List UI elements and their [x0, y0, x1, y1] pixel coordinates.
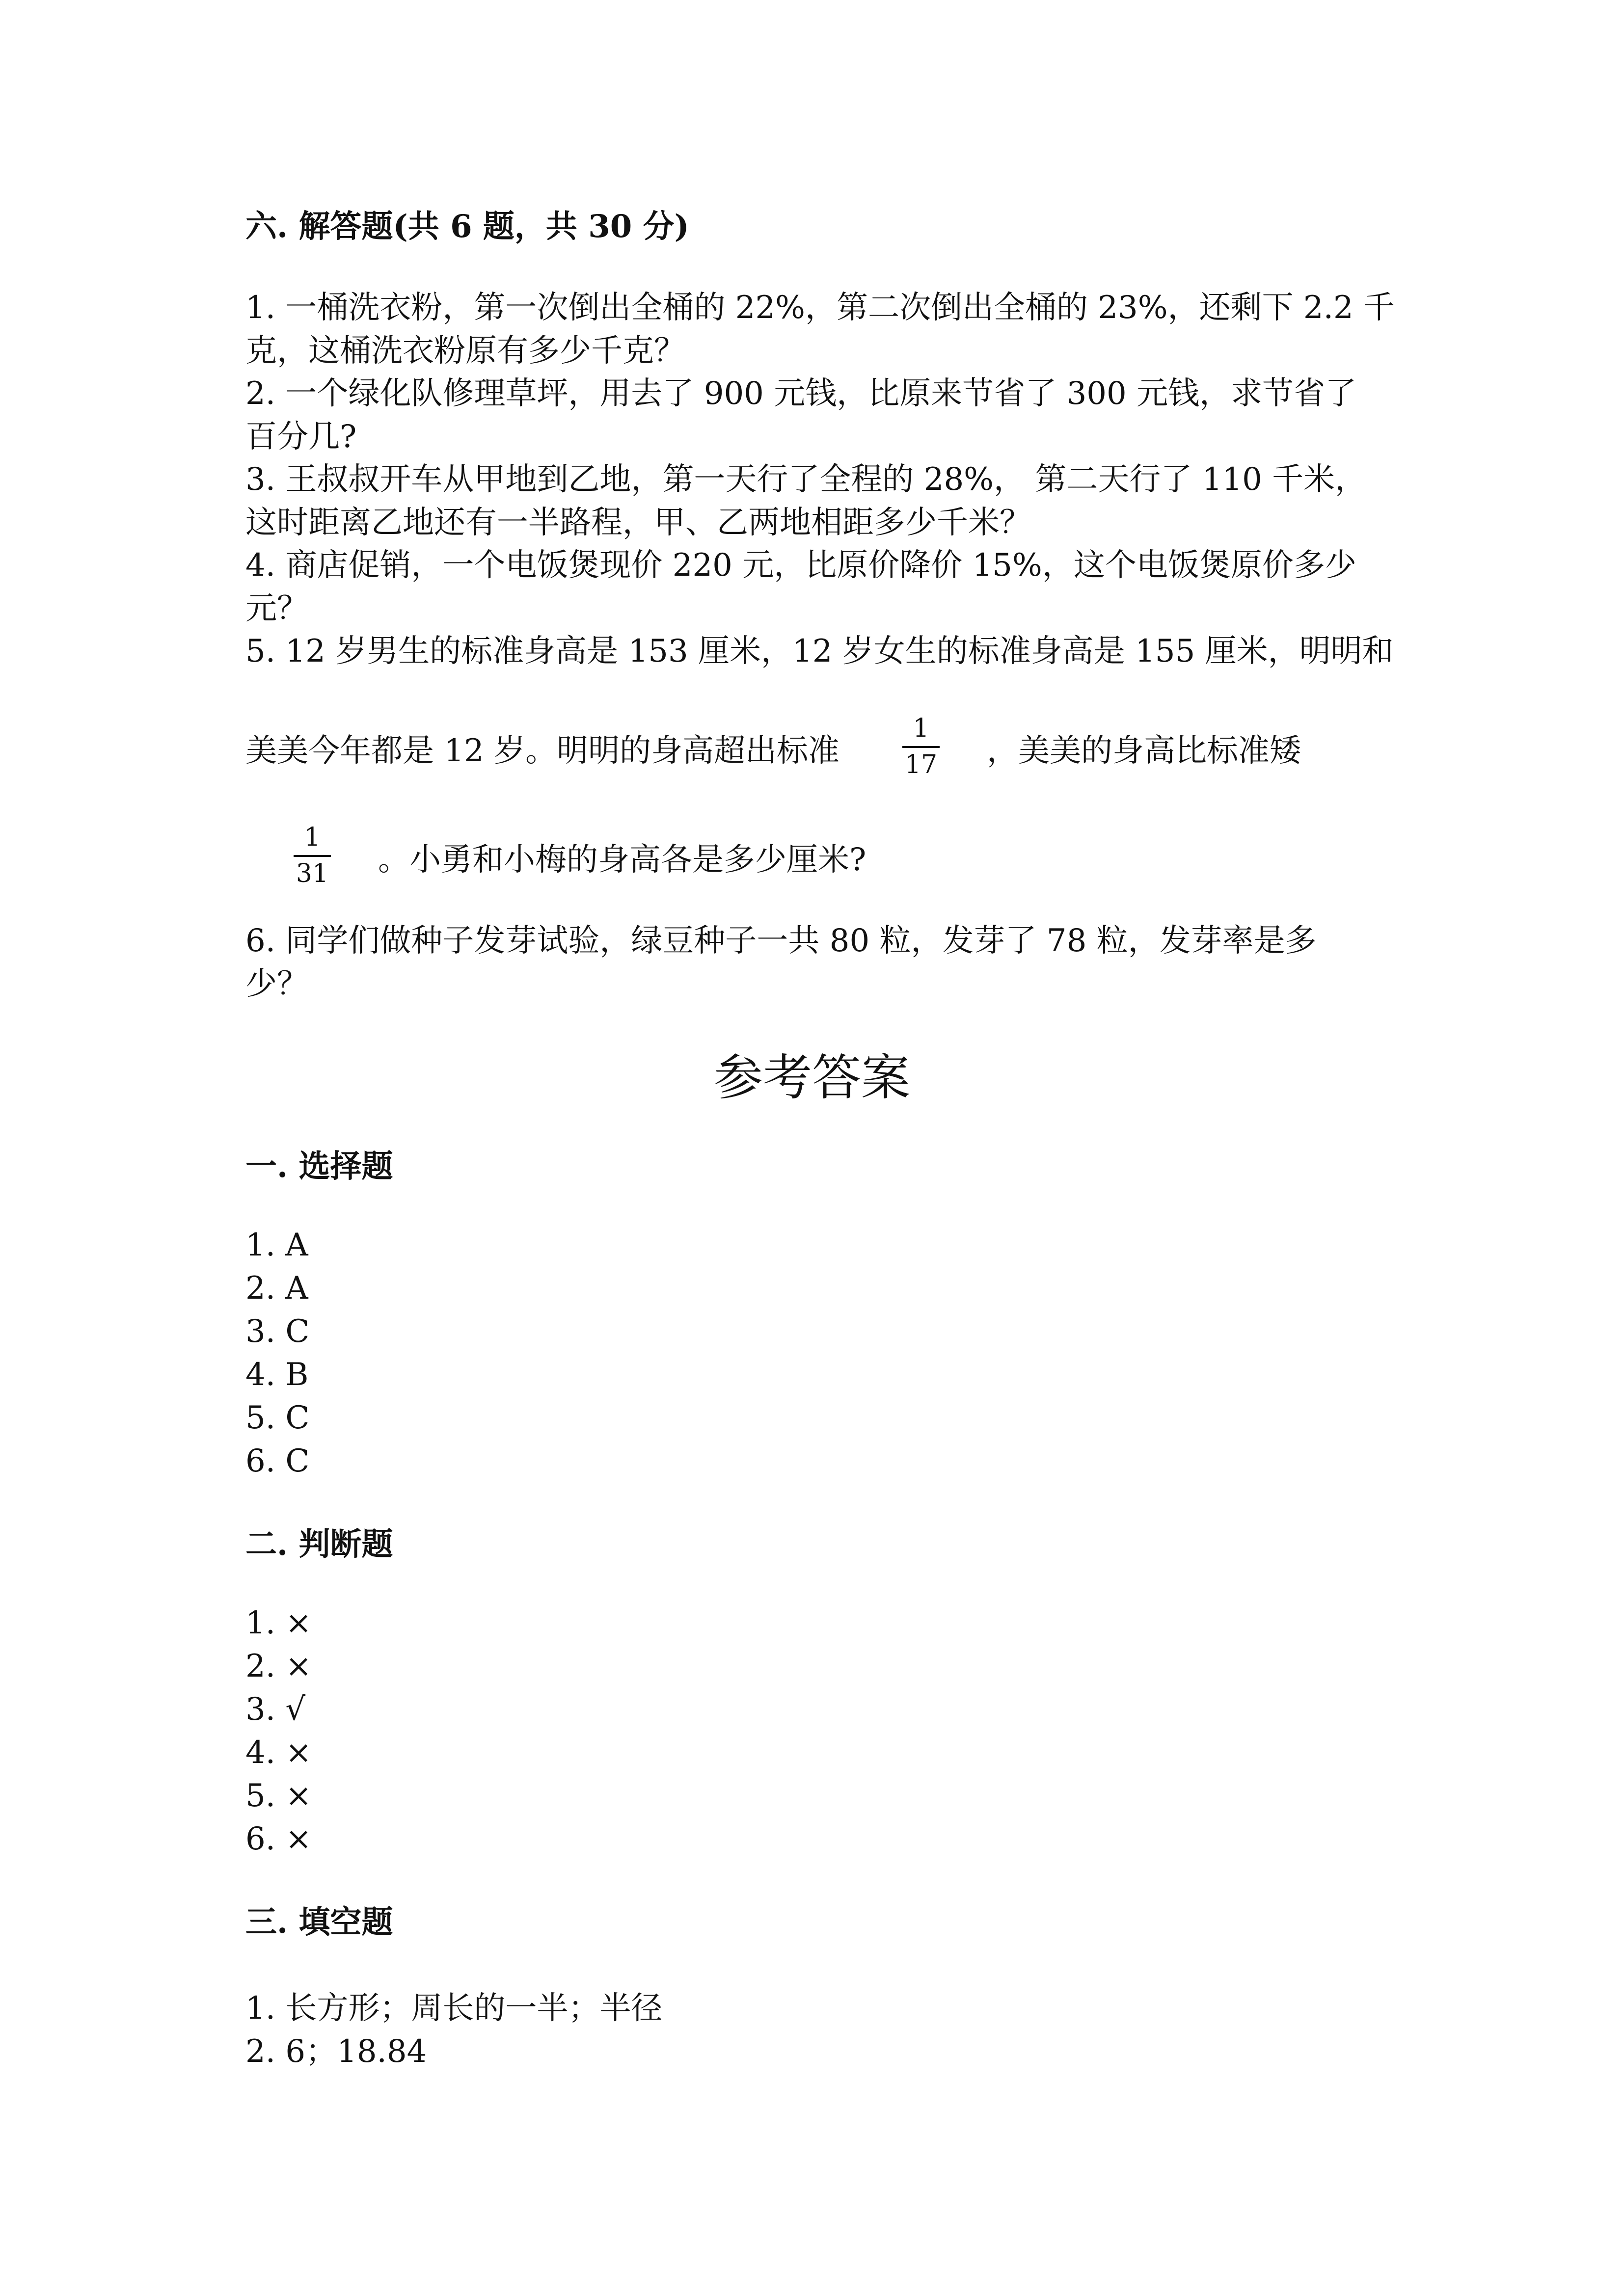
answer-item: 5. × [245, 1778, 312, 1814]
fraction-numerator: 1 [913, 714, 929, 743]
answers-section-fill-heading: 三. 填空题 [245, 1904, 393, 1941]
answer-item: 5. C [245, 1400, 310, 1436]
answer-item: 3. √ [245, 1691, 306, 1728]
answer-item: 2. A [245, 1270, 308, 1307]
answer-item: 6. C [245, 1443, 310, 1479]
question-3-line-2: 这时距离乙地还有一半路程，甲、乙两地相距多少千米？ [245, 505, 1031, 541]
question-5-line-3: 。小勇和小梅的身高各是多少厘米? [378, 842, 866, 878]
question-4-line-1: 4. 商店促销，一个电饭煲现价 220 元，比原价降价 15%，这个电饭煲原价多少 [245, 547, 1356, 584]
answer-item: 1. A [245, 1227, 308, 1263]
fraction-denominator: 31 [296, 859, 329, 888]
section-heading: 六. 解答题(共 6 题，共 30 分) [245, 208, 689, 245]
question-4-line-2: 元？ [245, 590, 308, 627]
answers-section-judge-heading: 二. 判断题 [245, 1526, 393, 1563]
answers-title: 参考答案 [714, 1049, 910, 1106]
answer-item: 1. 长方形；周长的一半；半径 [245, 1990, 663, 2027]
question-2-line-2: 百分几? [245, 419, 357, 455]
answer-item: 6. × [245, 1821, 312, 1857]
answer-item: 2. × [245, 1648, 312, 1684]
question-3-line-1: 3. 王叔叔开车从甲地到乙地，第一天行了全程的 28%， 第二天行了 110 千米， [245, 461, 1367, 498]
answer-item: 4. × [245, 1735, 312, 1771]
answer-item: 2. 6；18.84 [245, 2033, 427, 2070]
question-5-line-2a: 美美今年都是 12 岁。明明的身高超出标准 [245, 733, 840, 769]
question-5-line-1: 5. 12 岁男生的标准身高是 153 厘米，12 岁女生的标准身高是 155 厘米，明明和 [245, 633, 1394, 669]
answers-section-choice-heading: 一. 选择题 [245, 1148, 393, 1185]
question-5-line-2b: ，美美的身高比标准矮 [987, 733, 1301, 769]
question-1-line-1: 1. 一桶洗衣粉，第一次倒出全桶的 22%，第二次倒出全桶的 23%，还剩下 2.2 千 [245, 290, 1395, 326]
fraction-one-seventeenth [902, 716, 940, 777]
answer-item: 3. C [245, 1313, 310, 1350]
question-1-line-2: 克，这桶洗衣粉原有多少千克？ [245, 333, 685, 369]
question-2-line-1: 2. 一个绿化队修理草坪，用去了 900 元钱，比原来节省了 300 元钱，求节省了 [245, 375, 1357, 412]
answer-item: 1. × [245, 1605, 312, 1641]
fraction-numerator: 1 [304, 823, 321, 852]
question-6-line-2: 少？ [245, 966, 308, 1002]
question-6-line-1: 6. 同学们做种子发芽试验，绿豆种子一共 80 粒，发芽了 78 粒，发芽率是多 [245, 923, 1317, 959]
answer-item: 4. B [245, 1357, 309, 1393]
fraction-one-thirty-first [294, 825, 331, 886]
fraction-denominator: 17 [904, 750, 938, 779]
